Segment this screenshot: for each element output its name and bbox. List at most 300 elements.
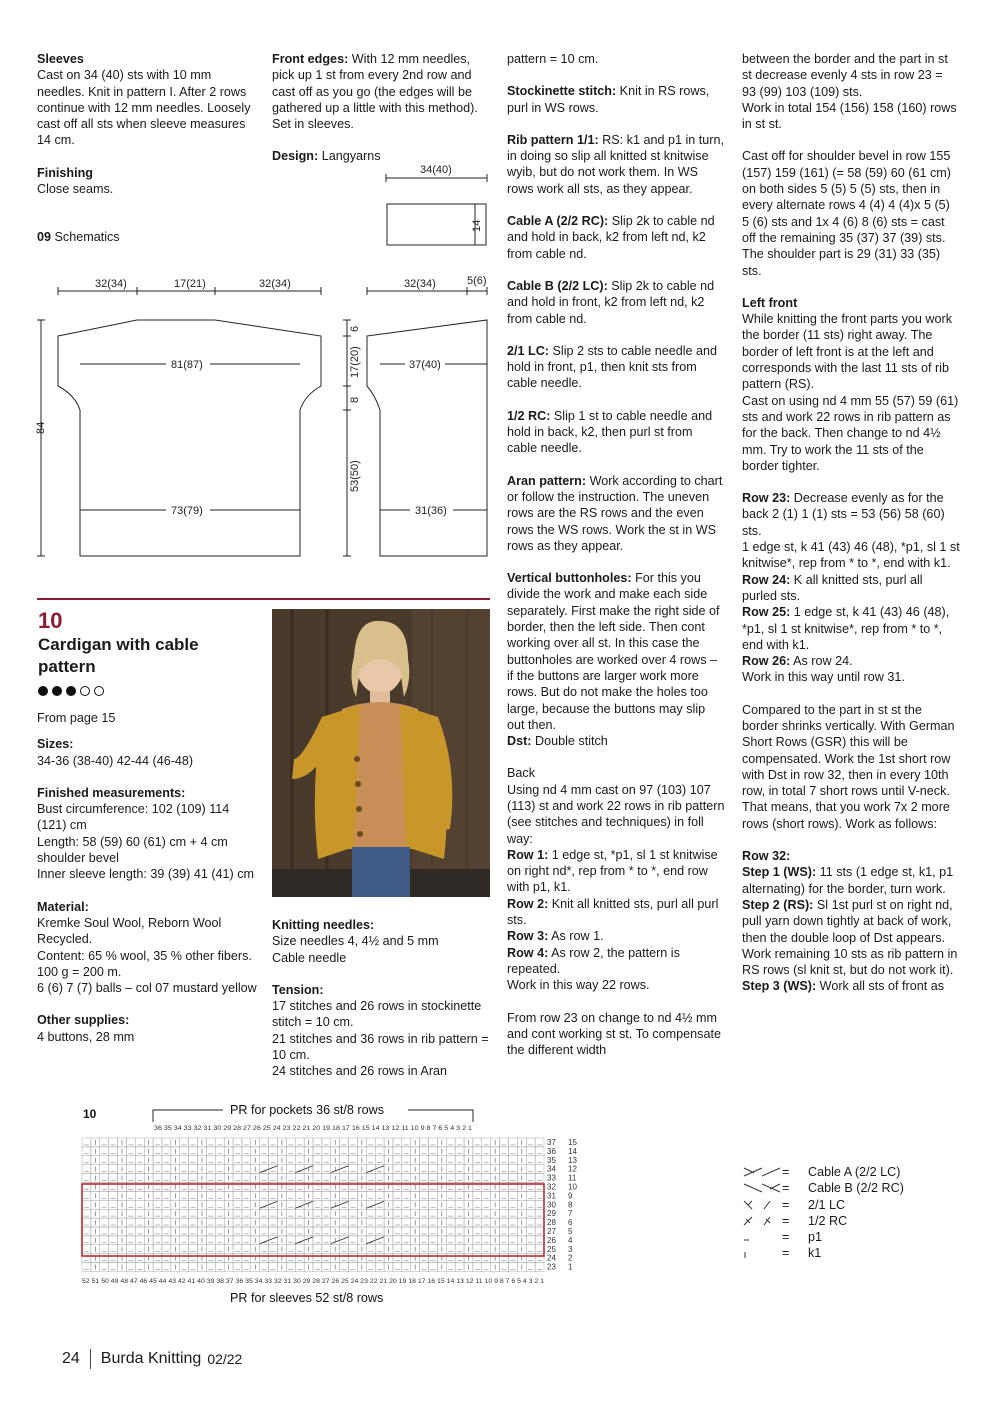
chart-cell	[482, 1156, 491, 1165]
chart-cell	[109, 1156, 118, 1165]
chart-cell	[153, 1218, 162, 1227]
chart-cell	[429, 1174, 438, 1183]
difficulty-dot-filled	[66, 686, 76, 696]
step3: Step 3 (WS): Work all sts of front as	[742, 979, 945, 994]
chart-cell	[260, 1254, 269, 1263]
row-number: 4	[568, 1235, 573, 1245]
chart-cell	[340, 1191, 349, 1200]
chart-cell	[100, 1209, 109, 1218]
chart-cell	[420, 1174, 429, 1183]
chart-cell	[295, 1218, 304, 1227]
chart-cell	[260, 1245, 269, 1254]
chart-cell	[162, 1138, 171, 1147]
page-number: 24	[62, 1350, 80, 1367]
chart-cell	[473, 1200, 482, 1209]
chart-cell	[393, 1174, 402, 1183]
chart-cell	[526, 1254, 535, 1263]
chart-cell	[135, 1147, 144, 1156]
chart-cell	[82, 1156, 91, 1165]
chart-cell	[109, 1165, 118, 1174]
chart-cell	[180, 1263, 189, 1272]
supplies-heading: Other supplies:	[37, 1013, 130, 1028]
chart-cell	[153, 1174, 162, 1183]
chart-cell	[180, 1191, 189, 1200]
chart-cell	[109, 1218, 118, 1227]
chart-cell	[189, 1138, 198, 1147]
chart-cell	[162, 1165, 171, 1174]
chart-cell	[366, 1245, 375, 1254]
chart-legend	[742, 1164, 904, 1262]
chart-cell	[82, 1209, 91, 1218]
legend-row: = k1	[742, 1245, 904, 1261]
chart-cell	[286, 1254, 295, 1263]
front-row24: Row 24: K all knitted sts, purl all purled sts.	[742, 572, 923, 603]
chart-cell	[286, 1236, 295, 1245]
chart-cell	[322, 1236, 331, 1245]
chart-cell	[82, 1147, 91, 1156]
project-title: Cardigan with cable pattern	[38, 635, 199, 676]
legend-row: = Cable A (2/2 LC)	[742, 1164, 904, 1180]
chart-cell	[500, 1236, 509, 1245]
chart-cell	[402, 1138, 411, 1147]
chart-cell	[126, 1263, 135, 1272]
chart-cell	[126, 1245, 135, 1254]
chart-cell	[349, 1174, 358, 1183]
chart-cell	[508, 1209, 517, 1218]
knit-symbol-icon	[742, 1248, 782, 1260]
chart-cell	[526, 1147, 535, 1156]
chart-cell	[100, 1245, 109, 1254]
chart-cell	[269, 1191, 278, 1200]
chart-cell	[100, 1263, 109, 1272]
sleeve-width-label: 34(40)	[420, 164, 452, 176]
chart-cell	[535, 1209, 544, 1218]
chart-cell	[500, 1174, 509, 1183]
chart-cell	[206, 1147, 215, 1156]
chart-cell	[455, 1263, 464, 1272]
chart-cell	[349, 1209, 358, 1218]
chart-cell	[189, 1218, 198, 1227]
back-decrease: between the border and the part in st st decrease evenly 4 sts in row 23 = 93 (99) 103 (109) sts.	[742, 52, 948, 99]
chart-cell	[446, 1236, 455, 1245]
chart-cell	[508, 1245, 517, 1254]
chart-cell	[455, 1209, 464, 1218]
lc-symbol-icon	[742, 1199, 782, 1211]
dst-def: Dst: Double stitch	[507, 734, 608, 749]
chart-cell	[375, 1174, 384, 1183]
chart-cell	[375, 1218, 384, 1227]
row-number: 2	[568, 1253, 573, 1263]
chart-cell	[100, 1147, 109, 1156]
chart-cell	[322, 1245, 331, 1254]
sleeves-label: PR for sleeves 52 st/8 rows	[230, 1291, 384, 1305]
chart-cell	[313, 1165, 322, 1174]
chart-cell	[455, 1165, 464, 1174]
chart-cell	[402, 1227, 411, 1236]
chart-cell	[375, 1209, 384, 1218]
chart-cell	[322, 1191, 331, 1200]
chart-cell	[429, 1254, 438, 1263]
project-number: 10	[38, 608, 63, 633]
chart-cell	[322, 1218, 331, 1227]
chart-cell	[295, 1191, 304, 1200]
chart-cell	[482, 1218, 491, 1227]
chart-cell	[429, 1218, 438, 1227]
chart-cell	[508, 1263, 517, 1272]
chart-cell	[393, 1209, 402, 1218]
chart-cell	[135, 1138, 144, 1147]
chart-cell	[420, 1165, 429, 1174]
chart-cell	[473, 1263, 482, 1272]
chart-cell	[446, 1165, 455, 1174]
chart-cell	[135, 1263, 144, 1272]
chart-cell	[322, 1147, 331, 1156]
chart-cell	[233, 1245, 242, 1254]
chart-cell	[429, 1191, 438, 1200]
front-row23-b: 1 edge st, k 41 (43) 46 (48), *p1, sl 1 st knitwise*, rep from * to *, end with k1.	[742, 540, 960, 571]
chart-cell	[393, 1200, 402, 1209]
legend-label: p1	[808, 1230, 823, 1245]
chart-number: 10	[83, 1107, 97, 1121]
row-number: 33	[547, 1173, 556, 1183]
chart-cell	[455, 1236, 464, 1245]
row-number: 23	[547, 1262, 556, 1272]
needles-tension	[272, 917, 490, 1080]
legend-label: 2/1 LC	[808, 1197, 846, 1212]
chart-cell	[295, 1174, 304, 1183]
chart-cell	[126, 1236, 135, 1245]
chart-cell	[109, 1147, 118, 1156]
chart-cell	[242, 1236, 251, 1245]
chart-cell	[189, 1156, 198, 1165]
chart-cell	[260, 1191, 269, 1200]
chart-cell	[535, 1236, 544, 1245]
chart-cell	[109, 1174, 118, 1183]
chart-cell	[340, 1209, 349, 1218]
chart-cell	[313, 1147, 322, 1156]
chart-cell	[260, 1138, 269, 1147]
chart-cell	[340, 1263, 349, 1272]
chart-cell	[500, 1218, 509, 1227]
chart-cell	[135, 1165, 144, 1174]
chart-cell	[286, 1263, 295, 1272]
material-weight: 100 g = 200 m.	[37, 964, 122, 979]
chart-cell	[535, 1156, 544, 1165]
chart-cell	[286, 1138, 295, 1147]
chart-cell	[526, 1227, 535, 1236]
chart-cell	[82, 1236, 91, 1245]
chart-cell	[375, 1227, 384, 1236]
chart-cell	[233, 1138, 242, 1147]
chart-cell	[162, 1263, 171, 1272]
chart-cell	[162, 1227, 171, 1236]
back-row1: Row 1: 1 edge st, *p1, sl 1 st knitwise on right nd*, rep from * to *, end row with p1, k1.	[507, 847, 718, 895]
bottom-col-numbers: 52 51 50 49 48 47 46 45 44 43 42 41 40 39 38 37 36 35 34 33 32 31 30 29 28 27 26 25 24 23 22 21 20 19 18 17 16 15 14 13 12 11 10 9 8 7 6 5 4 3 2 1	[82, 1279, 545, 1285]
chart-cell	[366, 1254, 375, 1263]
chart-cell	[153, 1147, 162, 1156]
chart-cell	[269, 1209, 278, 1218]
chart-cell	[286, 1165, 295, 1174]
back-repeat: Work in this way 22 rows.	[507, 978, 650, 993]
chart-cell	[402, 1191, 411, 1200]
chart-cell	[100, 1165, 109, 1174]
chart-cell	[242, 1191, 251, 1200]
row-number: 29	[547, 1209, 556, 1219]
chart-cell	[189, 1263, 198, 1272]
chart-cell	[393, 1138, 402, 1147]
rc-symbol-icon	[742, 1215, 782, 1227]
chart-cell	[446, 1200, 455, 1209]
chart-cell	[233, 1191, 242, 1200]
chart-cell	[349, 1227, 358, 1236]
chart-cell	[402, 1263, 411, 1272]
back-row23: From row 23 on change to nd 4½ mm and cont working st st. To compensate the different width	[507, 1010, 721, 1058]
chart-cell	[153, 1191, 162, 1200]
chart-cell	[446, 1174, 455, 1183]
chart-cell	[340, 1156, 349, 1165]
chart-cell	[100, 1191, 109, 1200]
chart-cell	[135, 1200, 144, 1209]
chart-cell	[473, 1236, 482, 1245]
chart-cell	[508, 1138, 517, 1147]
finishing-heading: Finishing	[37, 165, 93, 180]
chart-cell	[313, 1263, 322, 1272]
chart-cell	[100, 1227, 109, 1236]
chart-cell	[349, 1200, 358, 1209]
chart-cell	[126, 1138, 135, 1147]
chart-cell	[242, 1138, 251, 1147]
chart-cell	[126, 1165, 135, 1174]
chart-cell	[313, 1191, 322, 1200]
chart-cell	[206, 1254, 215, 1263]
chart-cell	[500, 1200, 509, 1209]
chart-cell	[269, 1174, 278, 1183]
chart-cell	[206, 1236, 215, 1245]
chart-cell	[313, 1218, 322, 1227]
sizes-heading: Sizes:	[37, 737, 74, 752]
difficulty-dot-empty	[94, 686, 104, 696]
chart-cell	[473, 1209, 482, 1218]
chart-cell	[455, 1147, 464, 1156]
chart-cell	[126, 1147, 135, 1156]
row-number: 26	[547, 1235, 556, 1245]
chart-cell	[473, 1218, 482, 1227]
chart-cell	[286, 1147, 295, 1156]
magazine-name: Burda Knitting	[100, 1350, 202, 1367]
chart-cell	[429, 1200, 438, 1209]
chart-cell	[82, 1245, 91, 1254]
chart-cell	[535, 1147, 544, 1156]
chart-cell	[295, 1138, 304, 1147]
chart-cell	[473, 1227, 482, 1236]
chart-cell	[526, 1174, 535, 1183]
chart-cell	[375, 1147, 384, 1156]
chart-cell	[135, 1156, 144, 1165]
schematics-diagram	[0, 150, 500, 580]
chart-cell	[126, 1218, 135, 1227]
front-hem-label: 31(36)	[415, 505, 447, 517]
chart-cell	[500, 1191, 509, 1200]
back-height-label: 84	[35, 421, 47, 434]
chart-cell	[340, 1147, 349, 1156]
chart-cell	[100, 1138, 109, 1147]
chart-cell	[482, 1191, 491, 1200]
chart-cell	[482, 1147, 491, 1156]
chart-cell	[109, 1254, 118, 1263]
chart-cell	[233, 1165, 242, 1174]
chart-cell	[286, 1218, 295, 1227]
chart-cell	[349, 1165, 358, 1174]
chart-cell	[295, 1147, 304, 1156]
chart-cell	[429, 1156, 438, 1165]
chart-cell	[526, 1138, 535, 1147]
chart-cell	[473, 1174, 482, 1183]
chart-cell	[126, 1227, 135, 1236]
chart-cell	[109, 1236, 118, 1245]
chart-cell	[206, 1218, 215, 1227]
shoulder-part: The shoulder part is 29 (31) 33 (35) sts.	[742, 247, 941, 278]
chart-cell	[402, 1165, 411, 1174]
chart-cell	[82, 1191, 91, 1200]
chart-cell	[393, 1236, 402, 1245]
chart-cell	[189, 1147, 198, 1156]
chart-cell	[313, 1156, 322, 1165]
chart-cell	[135, 1191, 144, 1200]
chart-cell	[420, 1147, 429, 1156]
chart-cell	[206, 1156, 215, 1165]
column-3	[507, 51, 725, 1058]
chart-cell	[535, 1245, 544, 1254]
chart-cell	[126, 1156, 135, 1165]
chart-cell	[508, 1218, 517, 1227]
chart-cell	[366, 1227, 375, 1236]
front-row25: Row 25: 1 edge st, k 41 (43) 46 (48), *p1, sl 1 st knitwise*, rep from * to *, end with k1.	[742, 605, 950, 652]
chart-cell	[189, 1191, 198, 1200]
front-height-1: 6	[349, 325, 361, 332]
chart-cell	[500, 1245, 509, 1254]
legend-row: = 1/2 RC	[742, 1213, 904, 1229]
chart-cell	[82, 1263, 91, 1272]
top-col-numbers: 36 35 34 33 32 31 30 29 28 27 26 25 24 23 22 21 20 19 18 17 16 15 14 13 12 11 10 9 8 7 6 5 4 3 2 1	[154, 1126, 473, 1132]
chart-cell	[526, 1209, 535, 1218]
chart-cell	[420, 1138, 429, 1147]
chart-cell	[269, 1254, 278, 1263]
section-divider	[37, 598, 490, 600]
chart-cell	[420, 1156, 429, 1165]
chart-cell	[446, 1138, 455, 1147]
chart-cell	[206, 1245, 215, 1254]
chart-cell	[206, 1191, 215, 1200]
row32-heading: Row 32:	[742, 849, 791, 864]
chart-cell	[322, 1174, 331, 1183]
chart-cell	[473, 1254, 482, 1263]
chart-cell	[215, 1227, 224, 1236]
aran-def: Aran pattern: Work according to chart or follow the instruction. The uneven rows are the RS rows and the even rows the WS rows. Work the st in WS rows as they appear.	[507, 473, 723, 553]
chart-cell	[455, 1227, 464, 1236]
chart-cell	[242, 1245, 251, 1254]
material-yarn: Kremke Soul Wool, Reborn Wool Recycled.	[37, 915, 222, 947]
chart-cell	[375, 1263, 384, 1272]
back-row3: Row 3: As row 1.	[507, 929, 604, 944]
chart-cell	[340, 1227, 349, 1236]
project-specs	[37, 710, 257, 1045]
left-front-heading: Left front	[742, 295, 798, 310]
row-number: 35	[547, 1155, 556, 1165]
chart-cell	[109, 1245, 118, 1254]
chart-cell	[535, 1218, 544, 1227]
chart-cell	[393, 1218, 402, 1227]
chart-cell	[526, 1165, 535, 1174]
sizes-text: 34-36 (38-40) 42-44 (46-48)	[37, 753, 194, 768]
chart-cell	[313, 1200, 322, 1209]
chart-cell	[482, 1174, 491, 1183]
front-row26: Row 26: As row 24.	[742, 654, 853, 669]
chart-cell	[349, 1147, 358, 1156]
chart-cell	[233, 1200, 242, 1209]
chart-cell	[322, 1254, 331, 1263]
chart-cell	[420, 1209, 429, 1218]
chart-cell	[446, 1245, 455, 1254]
chart-cell	[393, 1227, 402, 1236]
row-number: 3	[568, 1244, 573, 1254]
chart-cell	[180, 1209, 189, 1218]
chart-cell	[393, 1165, 402, 1174]
chart-cell	[180, 1200, 189, 1209]
chart-cell	[162, 1218, 171, 1227]
chart-cell	[349, 1218, 358, 1227]
chart-cell	[233, 1147, 242, 1156]
chart-cell	[366, 1191, 375, 1200]
chart-cell	[526, 1245, 535, 1254]
chart-cell	[215, 1138, 224, 1147]
chart-cell	[508, 1254, 517, 1263]
chart-cell	[100, 1174, 109, 1183]
rib-def: Rib pattern 1/1: RS: k1 and p1 in turn, in doing so slip all knitted st knitwise wyib, but do not work them. In WS rows work all sts, as they appear.	[507, 132, 724, 196]
chart-cell	[82, 1200, 91, 1209]
chart-cell	[269, 1263, 278, 1272]
chart-cell	[340, 1174, 349, 1183]
chart-cell	[126, 1209, 135, 1218]
chart-cell	[482, 1263, 491, 1272]
chart-cell	[535, 1254, 544, 1263]
chart-cell	[349, 1245, 358, 1254]
chart-cell	[393, 1245, 402, 1254]
row-number: 37	[547, 1138, 556, 1147]
back-width-3: 32(34)	[259, 278, 291, 290]
row-number: 34	[547, 1164, 556, 1174]
chart-cell	[189, 1236, 198, 1245]
chart-cell	[340, 1245, 349, 1254]
front-until31: Work in this way until row 31.	[742, 670, 905, 685]
chart-cell	[349, 1263, 358, 1272]
chart-cell	[429, 1263, 438, 1272]
chart-cell	[375, 1191, 384, 1200]
chart-cell	[402, 1147, 411, 1156]
chart-cell	[269, 1245, 278, 1254]
chart-cell	[82, 1174, 91, 1183]
footer-divider	[90, 1349, 91, 1369]
chart-cell	[206, 1200, 215, 1209]
chart-cell	[189, 1165, 198, 1174]
chart-cell	[473, 1147, 482, 1156]
chart-cell	[295, 1156, 304, 1165]
chart-cell	[153, 1254, 162, 1263]
chart-cell	[473, 1156, 482, 1165]
front-height-4: 53(50)	[349, 460, 361, 492]
chart-cell	[482, 1165, 491, 1174]
difficulty-rating	[38, 686, 104, 696]
chart-cell	[313, 1138, 322, 1147]
